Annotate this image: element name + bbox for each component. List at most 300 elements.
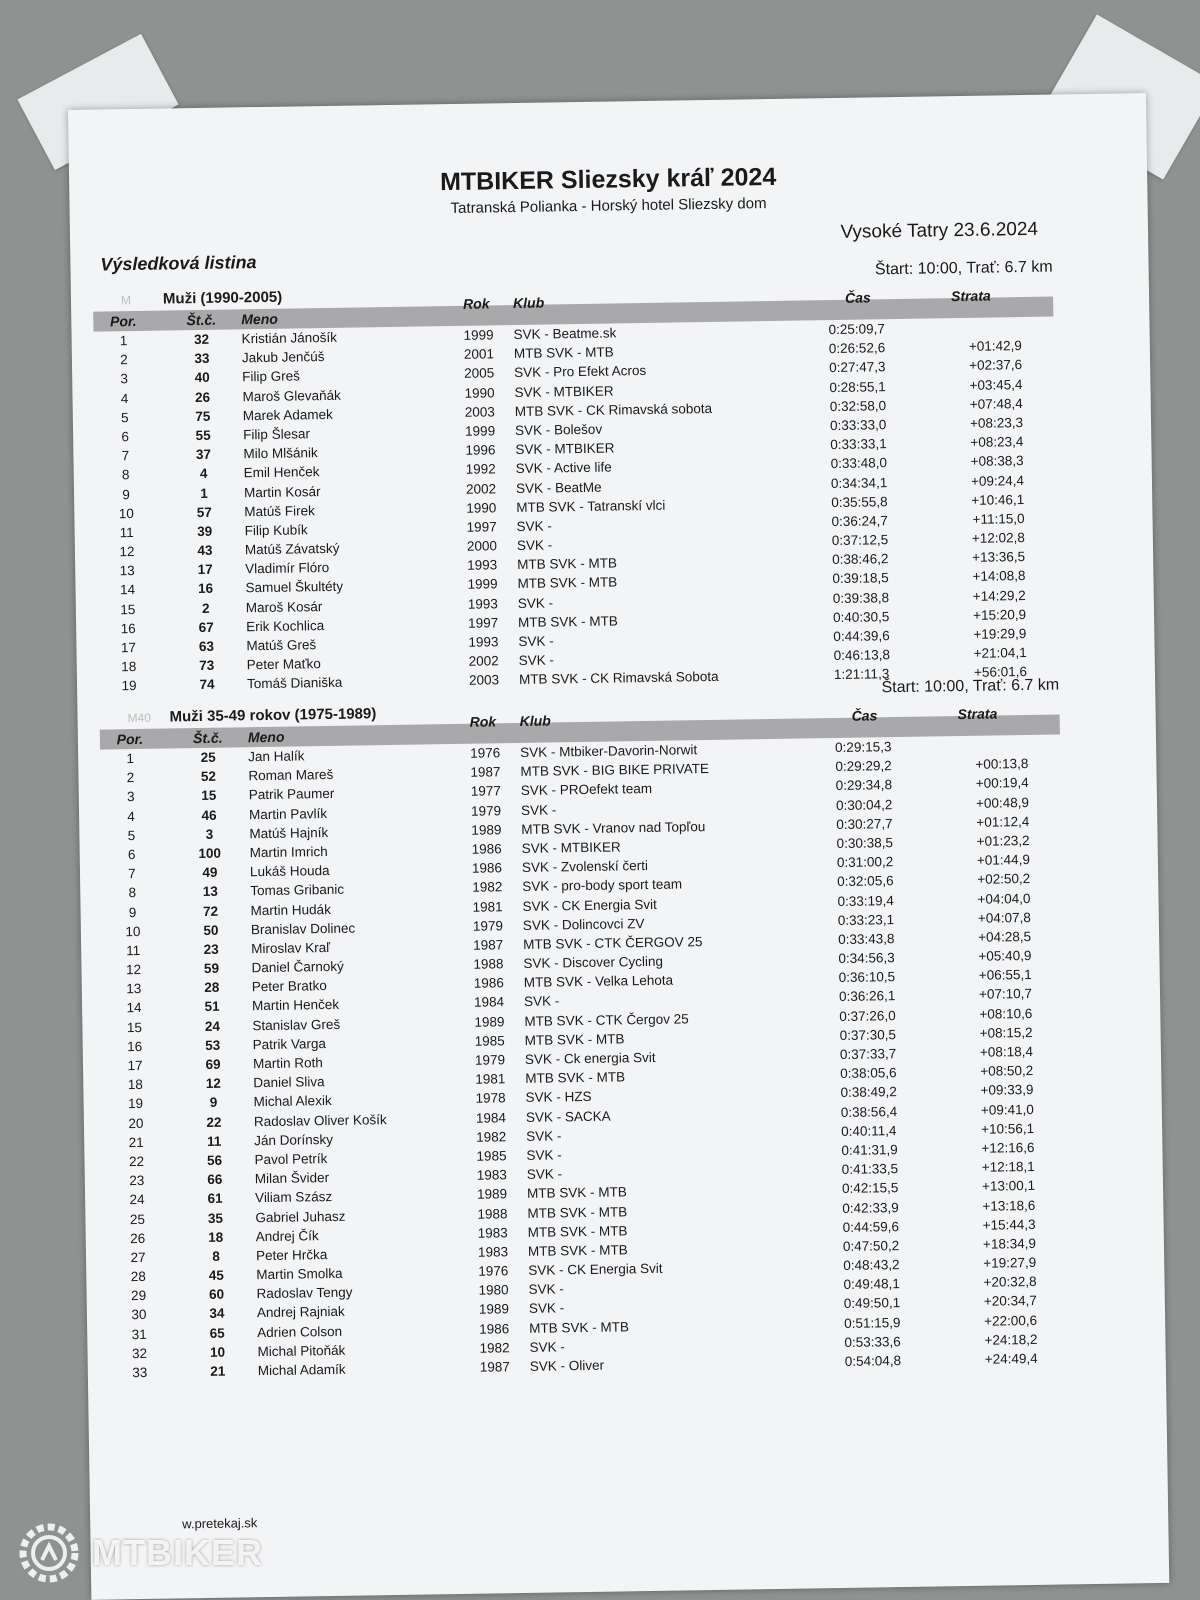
- cell-year: 1976: [478, 1263, 509, 1279]
- cell-position: 9: [128, 904, 137, 920]
- cell-name: Martin Hudák: [250, 901, 331, 918]
- col-header-cas: Čas: [844, 289, 871, 306]
- cell-time: 0:36:24,7: [831, 513, 888, 529]
- cell-time: 0:40:30,5: [832, 608, 890, 625]
- cell-time: 0:36:26,1: [838, 988, 896, 1005]
- cell-gap: +20:34,7: [983, 1293, 1037, 1310]
- col-header-stc: Št.č.: [192, 729, 223, 747]
- cell-start-number: 22: [206, 1114, 222, 1130]
- cell-position: 10: [125, 923, 141, 939]
- cell-time: 0:33:43,8: [838, 930, 895, 947]
- cell-name: Vladimír Flóro: [245, 560, 330, 577]
- cell-club: SVK - pro-body sport team: [522, 876, 683, 895]
- cell-gap: +11:15,0: [972, 510, 1025, 527]
- cell-name: Tomas Gribanic: [250, 882, 345, 899]
- cell-year: 1977: [470, 783, 501, 800]
- cell-year: 1985: [474, 1033, 505, 1049]
- cell-year: 1993: [468, 634, 499, 650]
- cell-position: 31: [131, 1326, 147, 1342]
- cell-gap: +20:32,8: [983, 1274, 1037, 1291]
- cell-gap: +09:24,4: [970, 472, 1025, 489]
- cell-position: 11: [126, 942, 141, 959]
- cell-start-number: 33: [194, 350, 210, 367]
- cell-year: 1990: [466, 500, 497, 516]
- cell-gap: +08:18,4: [979, 1043, 1034, 1060]
- cell-club: MTB SVK - Vranov nad Topľou: [521, 818, 706, 837]
- cell-start-number: 37: [195, 446, 212, 463]
- cell-time: 0:36:10,5: [838, 969, 896, 986]
- cell-start-number: 45: [208, 1267, 224, 1283]
- cell-time: 0:33:33,1: [830, 436, 887, 453]
- cell-gap: +18:34,9: [982, 1235, 1037, 1252]
- cell-club: SVK - MTBIKER: [514, 383, 614, 400]
- cell-year: 1987: [470, 764, 501, 780]
- cell-start-number: 35: [207, 1210, 224, 1226]
- cell-gap: +12:18,1: [981, 1159, 1035, 1175]
- cell-year: 2002: [468, 653, 499, 669]
- cell-position: 19: [127, 1096, 144, 1112]
- cell-position: 5: [120, 409, 129, 425]
- cell-year: 1987: [479, 1359, 510, 1375]
- cell-gap: +01:23,2: [976, 832, 1030, 849]
- cell-position: 3: [126, 789, 135, 805]
- cell-gap: +14:08,8: [972, 568, 1026, 585]
- cell-time: 0:37:33,7: [839, 1046, 897, 1062]
- cell-name: Daniel Sliva: [253, 1074, 325, 1091]
- cell-name: Emil Henček: [243, 464, 320, 481]
- cell-club: SVK - SACKA: [525, 1108, 611, 1125]
- cell-name: Maroš Glevaňák: [242, 387, 341, 404]
- cell-year: 1983: [477, 1224, 508, 1241]
- cell-gap: +01:12,4: [976, 813, 1030, 830]
- col-header-stc: Št.č.: [186, 311, 217, 329]
- cell-gap: +19:29,9: [973, 626, 1027, 642]
- cell-time: 0:30:27,7: [836, 815, 893, 832]
- cell-name: Lukáš Houda: [249, 863, 330, 880]
- cell-time: 0:35:55,8: [831, 493, 888, 510]
- cell-year: 1989: [471, 822, 502, 838]
- cell-year: 1992: [465, 461, 496, 478]
- cell-club: SVK - Beatme.sk: [513, 325, 617, 343]
- cell-start-number: 69: [205, 1056, 221, 1072]
- cell-gap: +01:44,9: [976, 852, 1031, 868]
- cell-position: 12: [119, 544, 135, 560]
- cell-name: Andrej Čík: [255, 1227, 319, 1244]
- cell-name: Milan Švider: [254, 1170, 330, 1187]
- col-header-por: Por.: [116, 730, 144, 748]
- cell-start-number: 43: [197, 542, 213, 559]
- cell-club: SVK -: [517, 595, 554, 611]
- cell-time: 0:37:12,5: [831, 532, 889, 549]
- cell-time: 0:53:33,6: [844, 1333, 901, 1350]
- cell-name: Erik Kochlica: [246, 617, 325, 635]
- cell-club: SVK -: [520, 801, 557, 818]
- cell-name: Michal Pitoňák: [257, 1342, 346, 1359]
- cell-club: SVK -: [518, 652, 555, 669]
- start-info: Štart: 10:00, Trať: 6.7 km: [874, 258, 1053, 279]
- cell-gap: +04:04,0: [977, 890, 1031, 907]
- cell-year: 1983: [476, 1167, 507, 1183]
- cell-club: SVK - Oliver: [529, 1357, 605, 1374]
- cell-position: 18: [127, 1077, 143, 1093]
- cell-name: Filip Kubík: [244, 522, 308, 539]
- cell-start-number: 25: [200, 749, 216, 765]
- cell-position: 19: [121, 678, 137, 694]
- cell-start-number: 75: [195, 408, 211, 424]
- cell-gap: +13:00,1: [981, 1178, 1036, 1195]
- cell-name: Matúš Greš: [246, 637, 317, 654]
- cell-club: MTB SVK - MTB: [517, 574, 618, 592]
- cell-position: 30: [131, 1307, 147, 1323]
- cell-gap: +09:33,9: [980, 1082, 1034, 1099]
- cell-club: MTB SVK - MTB: [527, 1223, 628, 1240]
- cell-year: 1982: [476, 1128, 507, 1145]
- cell-time: 0:29:34,8: [835, 777, 893, 794]
- cell-gap: +02:37,6: [969, 357, 1023, 374]
- cell-club: SVK - CK Energia Svit: [522, 896, 657, 914]
- cell-name: Jakub Jenčúš: [241, 349, 325, 366]
- cell-name: Martin Roth: [252, 1055, 323, 1072]
- cell-year: 1979: [470, 802, 502, 819]
- cell-time: 1:21:11,3: [833, 666, 890, 683]
- cell-position: 15: [120, 601, 136, 617]
- cell-club: SVK - MTBIKER: [521, 839, 621, 856]
- cell-club: SVK - MTBIKER: [515, 440, 615, 458]
- event-subtitle: Tatranská Polianka - Horský hotel Sliezsky dom: [450, 195, 767, 218]
- cell-year: 1979: [472, 917, 504, 934]
- cell-start-number: 13: [202, 884, 218, 900]
- cell-gap: +07:48,4: [969, 395, 1023, 412]
- cell-name: Radoslav Tengy: [256, 1284, 353, 1302]
- cell-start-number: 50: [203, 922, 219, 938]
- cell-time: 0:49:48,1: [843, 1276, 900, 1293]
- col-header-rok: Rok: [469, 713, 497, 730]
- cell-club: MTB SVK - Velka Lehota: [523, 972, 674, 991]
- col-header-cas: Čas: [851, 707, 878, 724]
- cell-name: Filip Šlesar: [243, 426, 311, 443]
- cell-start-number: 9: [209, 1095, 218, 1111]
- cell-year: 1980: [478, 1282, 509, 1298]
- cell-position: 16: [120, 620, 136, 637]
- cell-start-number: 65: [209, 1325, 225, 1341]
- cell-start-number: 73: [199, 657, 215, 674]
- cell-position: 3: [120, 371, 129, 387]
- cell-start-number: 67: [198, 619, 214, 635]
- cell-position: 1: [119, 333, 128, 349]
- cell-name: Radoslav Oliver Košík: [253, 1111, 387, 1129]
- cell-club: MTB SVK - MTB: [524, 1031, 625, 1048]
- cell-start-number: 57: [196, 504, 212, 520]
- cell-name: Marek Adamek: [242, 406, 333, 424]
- cell-club: MTB SVK - CK Rimavská sobota: [514, 400, 713, 419]
- cell-time: 0:40:11,4: [841, 1122, 897, 1139]
- cell-club: SVK - HZS: [525, 1089, 592, 1106]
- results-rows: [100, 734, 1070, 1382]
- cell-year: 1997: [466, 519, 497, 535]
- results-rows: [93, 317, 1059, 697]
- cell-time: 0:37:30,5: [839, 1026, 897, 1043]
- cell-start-number: 24: [204, 1018, 221, 1034]
- cell-year: 1986: [479, 1320, 510, 1337]
- cell-time: 0:48:43,2: [843, 1257, 900, 1274]
- cell-club: SVK -: [528, 1300, 565, 1317]
- cell-time: 0:33:19,4: [837, 892, 894, 909]
- cell-club: SVK - Zvolenskí čerti: [521, 858, 649, 876]
- cell-year: 1981: [472, 898, 503, 915]
- cell-club: SVK -: [523, 993, 560, 1010]
- col-header-meno: Meno: [241, 310, 278, 328]
- cell-gap: +03:45,4: [969, 376, 1023, 393]
- results-sheet: [68, 93, 1169, 1600]
- cell-year: 1990: [464, 384, 495, 401]
- cell-name: Milo Mlšánik: [243, 445, 318, 462]
- cell-club: SVK -: [516, 518, 552, 534]
- cell-year: 1987: [473, 937, 504, 953]
- cell-gap: +00:48,9: [975, 794, 1030, 811]
- category-name: Muži (1990-2005): [162, 288, 283, 308]
- cell-position: 16: [127, 1038, 143, 1054]
- cell-year: 1997: [467, 615, 499, 631]
- cell-start-number: 74: [199, 677, 215, 693]
- cell-time: 0:46:13,8: [833, 647, 891, 664]
- cell-time: 0:38:46,2: [832, 551, 889, 568]
- cell-year: 1999: [463, 327, 494, 343]
- cell-gap: +24:49,4: [984, 1350, 1038, 1367]
- cell-start-number: 100: [198, 845, 222, 861]
- cell-position: 29: [131, 1288, 147, 1304]
- cell-club: SVK - Discover Cycling: [523, 953, 664, 972]
- cell-gap: [941, 319, 1021, 320]
- cell-start-number: 16: [197, 581, 214, 597]
- cell-start-number: 23: [203, 941, 219, 957]
- cell-gap: +08:15,2: [979, 1024, 1033, 1041]
- cell-gap: +21:04,1: [973, 645, 1027, 662]
- cell-year: 1979: [474, 1052, 506, 1068]
- cell-club: SVK - PROefekt team: [520, 781, 653, 799]
- cell-time: 0:54:04,8: [844, 1353, 902, 1369]
- cell-gap: +13:36,5: [972, 549, 1026, 566]
- cell-year: 1982: [472, 879, 503, 896]
- col-header-strata: Strata: [957, 705, 998, 723]
- cell-club: SVK -: [529, 1339, 565, 1355]
- cell-club: SVK - Active life: [515, 459, 612, 477]
- event-title: MTBIKER Sliezsky kráľ 2024: [439, 162, 777, 197]
- cell-name: Kristián Jánošík: [241, 329, 338, 347]
- cell-gap: +08:23,4: [970, 434, 1024, 450]
- cell-gap: +08:23,3: [969, 414, 1024, 431]
- cell-year: 1982: [479, 1340, 510, 1356]
- cell-time: 0:33:48,0: [830, 455, 888, 472]
- cell-time: 0:28:55,1: [829, 378, 886, 395]
- category-name: Muži 35-49 rokov (1975-1989): [169, 705, 377, 726]
- cell-year: 1986: [471, 860, 503, 876]
- cell-club: MTB SVK - BIG BIKE PRIVATE: [520, 761, 710, 780]
- gear-logo-icon: [14, 1518, 84, 1588]
- category-code: M40: [127, 710, 152, 726]
- cell-position: 9: [122, 486, 130, 502]
- cell-position: 27: [130, 1249, 146, 1266]
- cell-year: 1999: [464, 423, 496, 439]
- cell-gap: +05:40,9: [978, 948, 1032, 964]
- cell-position: 18: [121, 659, 137, 675]
- category-code: M: [120, 293, 132, 308]
- cell-name: Maroš Kosár: [245, 598, 323, 615]
- cell-position: 11: [119, 524, 134, 541]
- cell-name: Patrik Paumer: [248, 786, 335, 803]
- cell-club: MTB SVK - Tatranskí vlci: [516, 497, 666, 515]
- cell-name: Viliam Szász: [254, 1189, 333, 1206]
- cell-position: 12: [125, 962, 142, 978]
- cell-gap: +12:02,8: [971, 530, 1025, 546]
- cell-club: SVK -: [516, 537, 553, 554]
- location-date: Vysoké Tatry 23.6.2024: [840, 218, 1039, 243]
- cell-year: 2001: [463, 346, 495, 362]
- cell-time: 0:34:34,1: [830, 474, 888, 491]
- cell-time: 0:29:29,2: [835, 758, 892, 775]
- cell-name: Peter Bratko: [251, 978, 327, 995]
- footer-website: w.pretekaj.sk: [182, 1515, 258, 1532]
- cell-year: 1978: [475, 1090, 506, 1107]
- cell-year: 1986: [471, 841, 502, 857]
- cell-gap: +22:00,6: [984, 1312, 1038, 1329]
- cell-start-number: 34: [209, 1306, 225, 1322]
- cell-year: 2002: [465, 480, 497, 497]
- cell-position: 14: [119, 582, 136, 598]
- cell-position: 14: [126, 1000, 142, 1016]
- cell-club: SVK -: [528, 1281, 564, 1298]
- cell-time: 0:39:18,5: [832, 570, 889, 587]
- cell-position: 33: [132, 1364, 148, 1381]
- cell-club: SVK - BeatMe: [515, 479, 602, 496]
- cell-name: Matúš Hajník: [249, 824, 329, 841]
- cell-start-number: 52: [200, 768, 217, 785]
- cell-position: 21: [128, 1134, 144, 1150]
- cell-gap: +08:50,2: [980, 1063, 1034, 1079]
- cell-club: SVK -: [526, 1166, 563, 1183]
- cell-start-number: 49: [202, 864, 218, 881]
- cell-gap: +07:10,7: [978, 986, 1033, 1003]
- cell-start-number: 55: [195, 427, 211, 443]
- cell-time: 0:42:15,5: [841, 1180, 899, 1197]
- cell-year: 2005: [464, 365, 495, 382]
- cell-time: 0:41:31,9: [841, 1142, 898, 1158]
- cell-name: Peter Maťko: [246, 656, 321, 673]
- col-header-klub: Klub: [512, 294, 545, 312]
- cell-time: 0:38:05,6: [840, 1065, 897, 1082]
- cell-club: SVK - Dolincovci ZV: [522, 915, 645, 933]
- cell-gap: +14:29,2: [972, 587, 1026, 604]
- cell-club: SVK - Ck energia Svit: [524, 1049, 656, 1067]
- cell-name: Roman Mareš: [248, 767, 334, 784]
- cell-name: Peter Hrčka: [255, 1246, 328, 1264]
- cell-gap: [948, 737, 1028, 738]
- cell-club: MTB SVK - MTB: [529, 1318, 630, 1336]
- cell-name: Michal Adamík: [257, 1361, 346, 1379]
- cell-position: 2: [120, 352, 128, 368]
- cell-gap: +15:44,3: [982, 1216, 1036, 1233]
- cell-club: SVK -: [518, 633, 554, 649]
- cell-start-number: 18: [208, 1229, 224, 1245]
- cell-gap: +04:28,5: [978, 928, 1032, 945]
- cell-club: MTB SVK - MTB: [526, 1184, 627, 1202]
- cell-club: MTB SVK - CK Rimavská Sobota: [518, 669, 719, 688]
- cell-name: Miroslav Kraľ: [251, 939, 331, 957]
- cell-club: MTB SVK - MTB: [527, 1242, 628, 1259]
- cell-gap: +04:07,8: [977, 909, 1031, 926]
- col-header-meno: Meno: [247, 728, 285, 746]
- cell-gap: +56:01,6: [973, 664, 1028, 681]
- cell-name: Jan Halík: [248, 748, 305, 765]
- cell-club: SVK - Bolešov: [514, 421, 603, 438]
- col-header-rok: Rok: [462, 295, 490, 312]
- cell-time: 0:41:33,5: [841, 1161, 899, 1178]
- cell-time: 0:38:56,4: [840, 1103, 898, 1120]
- cell-start-number: 12: [205, 1075, 221, 1092]
- cell-position: 17: [127, 1057, 143, 1074]
- cell-name: Gabriel Juhasz: [255, 1208, 346, 1225]
- cell-year: 1988: [473, 956, 504, 972]
- cell-position: 1: [126, 751, 135, 767]
- cell-time: 0:27:47,3: [829, 359, 886, 376]
- cell-name: Michal Alexik: [253, 1093, 332, 1110]
- cell-year: 2003: [464, 404, 495, 420]
- cell-gap: +13:18,6: [982, 1197, 1036, 1214]
- cell-club: MTB SVK - MTB: [525, 1069, 626, 1087]
- cell-year: 1988: [477, 1205, 508, 1222]
- cell-position: 17: [120, 639, 137, 656]
- col-header-por: Por.: [109, 312, 137, 330]
- cell-name: Martin Pavlík: [248, 805, 328, 822]
- cell-year: 1989: [474, 1013, 505, 1030]
- cell-year: 1984: [473, 994, 505, 1011]
- cell-club: SVK - Pro Efekt Acros: [514, 363, 647, 381]
- cell-year: 1999: [467, 576, 498, 593]
- cell-time: 0:33:33,0: [829, 417, 887, 434]
- cell-position: 26: [130, 1230, 146, 1246]
- cell-year: 2003: [468, 672, 500, 689]
- cell-name: Martin Henček: [251, 997, 340, 1014]
- cell-club: SVK -: [526, 1147, 562, 1163]
- cell-year: 1976: [470, 745, 501, 761]
- cell-start-number: 21: [210, 1363, 226, 1379]
- cell-gap: +24:18,2: [984, 1331, 1038, 1348]
- cell-position: 23: [129, 1173, 145, 1189]
- cell-year: 1989: [478, 1301, 510, 1318]
- cell-name: Stanislav Greš: [252, 1016, 341, 1033]
- cell-start-number: 60: [208, 1286, 225, 1303]
- cell-start-number: 56: [206, 1152, 223, 1168]
- cell-gap: +00:19,4: [975, 775, 1029, 792]
- cell-start-number: 26: [194, 389, 211, 405]
- col-header-klub: Klub: [519, 712, 551, 729]
- cell-time: 0:31:00,2: [836, 854, 894, 871]
- cell-start-number: 8: [212, 1248, 220, 1264]
- cell-name: Matúš Firek: [244, 502, 315, 519]
- cell-position: 24: [129, 1192, 145, 1208]
- cell-position: 7: [128, 866, 136, 882]
- cell-start-number: 15: [201, 788, 217, 804]
- cell-name: Daniel Čarnoký: [251, 958, 344, 976]
- cell-time: 0:34:56,3: [838, 950, 895, 967]
- cell-start-number: 61: [207, 1191, 223, 1207]
- cell-time: 0:39:38,8: [832, 589, 890, 606]
- cell-gap: +09:41,0: [980, 1101, 1034, 1118]
- cell-club: SVK - CK Energia Svit: [528, 1260, 663, 1278]
- cell-start-number: 63: [198, 638, 215, 655]
- cell-name: Martin Kosár: [243, 483, 321, 500]
- cell-time: 0:47:50,2: [842, 1237, 900, 1254]
- cell-time: 0:49:50,1: [843, 1295, 901, 1312]
